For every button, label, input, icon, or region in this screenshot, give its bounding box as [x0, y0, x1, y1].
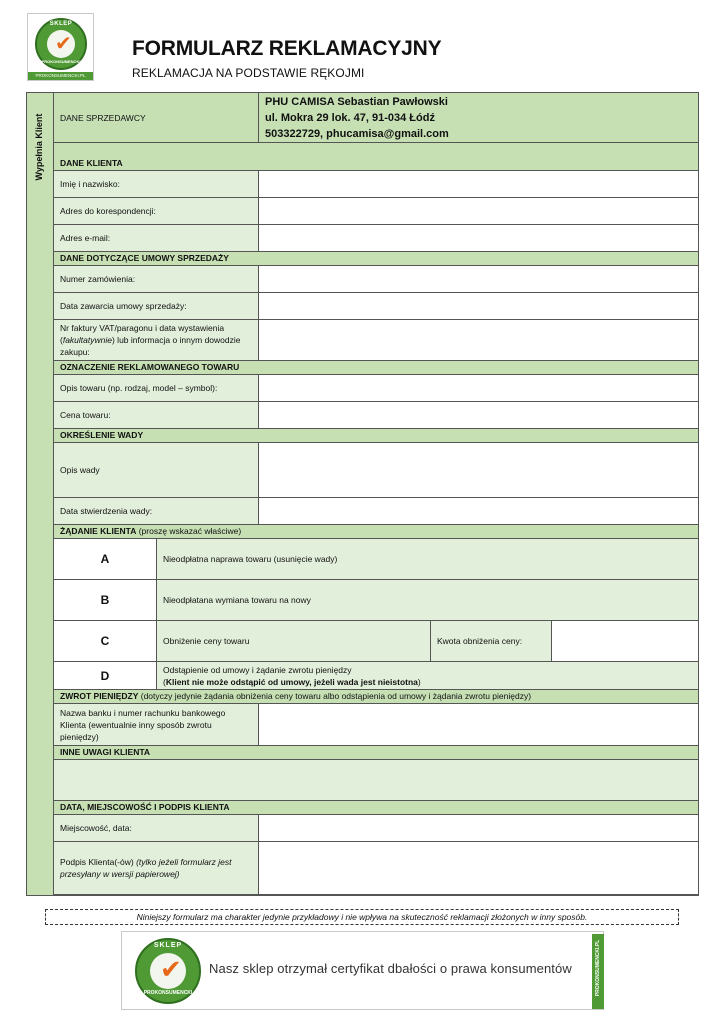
option-d-text: Odstąpienie od umowy i żądanie zwrotu pieniędzy [163, 664, 352, 675]
remarks-section-header: INNE UWAGI KLIENTA [54, 746, 699, 760]
contract-date-label: Data zawarcia umowy sprzedaży: [54, 293, 259, 320]
page-title: FORMULARZ REKLAMACYJNY [132, 37, 442, 60]
logo-ring-bottom: PROKONSUMENCKI [41, 59, 81, 64]
product-desc-label: Opis towaru (np. rodzaj, model – symbol): [54, 375, 259, 402]
defect-date-field[interactable] [259, 498, 699, 525]
product-section-header: OZNACZENIE REKLAMOWANEGO TOWARU [54, 361, 699, 375]
check-icon: ✔ [160, 955, 182, 985]
certificate-seal-icon [35, 18, 87, 70]
certificate-text: Nasz sklep otrzymał certyfikat dbałości o prawa konsumentów [209, 961, 572, 976]
client-address-field[interactable] [259, 198, 699, 225]
certificate-seal-icon [135, 938, 201, 1004]
seller-info [259, 93, 699, 143]
client-email-field[interactable] [259, 225, 699, 252]
signature-section-header: DATA, MIEJSCOWOŚĆ I PODPIS KLIENTA [54, 801, 699, 815]
invoice-label [54, 320, 259, 361]
defect-desc-field[interactable] [259, 443, 699, 498]
store-logo [27, 13, 94, 81]
option-b-letter[interactable]: B [54, 580, 157, 621]
page-subtitle: REKLAMACJA NA PODSTAWIE RĘKOJMI [132, 66, 365, 80]
logo-ring-top: SKLEP [49, 21, 73, 27]
reduction-amount-label: Kwota obniżenia ceny: [431, 621, 552, 662]
check-icon: ✔ [55, 31, 72, 55]
invoice-label-optional: fakultatywnie [62, 335, 112, 345]
complaint-form [26, 92, 699, 896]
option-c-text: Obniżenie ceny towaru [157, 621, 431, 662]
option-c-letter[interactable]: C [54, 621, 157, 662]
place-date-label: Miejscowość, data: [54, 815, 259, 842]
banner-side-url: PROKONSUMENCKI.PL [595, 939, 601, 997]
bank-account-field[interactable] [259, 704, 699, 746]
client-section-header: DANE KLIENTA [54, 143, 699, 171]
option-d-note: Klient nie może odstąpić od umowy, jeżeli wada jest nieistotna [165, 676, 418, 687]
order-number-field[interactable] [259, 266, 699, 293]
client-name-label: Imię i nazwisko: [54, 171, 259, 198]
disclaimer-note: Niniejszy formularz ma charakter jedynie przykładowy i nie wpływa na skuteczność reklamacji złożonych w inny sposób. [45, 909, 679, 925]
order-number-label: Numer zamówienia: [54, 266, 259, 293]
product-price-label: Cena towaru: [54, 402, 259, 429]
seller-contact: 503322729, phucamisa@gmail.com [265, 127, 449, 140]
logo-url: PROKONSUMENCKI.PL [28, 72, 93, 80]
refund-header-title: ZWROT PIENIĘDZY [60, 691, 139, 701]
client-email-label: Adres e-mail: [54, 225, 259, 252]
place-date-field[interactable] [259, 815, 699, 842]
option-d-text-block [157, 662, 699, 690]
contract-date-field[interactable] [259, 293, 699, 320]
invoice-label-part1: Nr faktury VAT/paragonu i data wystawienia ( [60, 323, 225, 345]
refund-section-header [54, 690, 699, 704]
option-d-letter[interactable]: D [54, 662, 157, 690]
sidebar [27, 93, 54, 895]
signature-field[interactable] [259, 842, 699, 895]
defect-date-label: Data stwierdzenia wady: [54, 498, 259, 525]
invoice-label-part2: ) lub informacja o innym dowodzie zakupu: [60, 335, 241, 357]
option-a-letter[interactable]: A [54, 539, 157, 580]
client-name-field[interactable] [259, 171, 699, 198]
demand-header-note: (proszę wskazać właściwe) [136, 526, 242, 536]
option-a-text: Nieodpłatna naprawa towaru (usunięcie wady) [157, 539, 699, 580]
option-d-note-open: ( [163, 676, 166, 687]
defect-desc-label: Opis wady [54, 443, 259, 498]
seller-address: ul. Mokra 29 lok. 47, 91-034 Łódź [265, 111, 435, 124]
remarks-field[interactable] [54, 760, 699, 801]
signature-label [54, 842, 259, 895]
demand-header-title: ŻĄDANIE KLIENTA [60, 526, 137, 536]
defect-section-header: OKREŚLENIE WADY [54, 429, 699, 443]
product-desc-field[interactable] [259, 375, 699, 402]
option-d-note-close: ) [417, 676, 421, 687]
invoice-field[interactable] [259, 320, 699, 361]
sidebar-label: Wypełnia Klient [34, 113, 44, 181]
refund-header-note: (dotyczy jedynie żądania obniżenia ceny towaru albo odstąpienia od umowy i żądania zwrotu pieniędzy) [138, 691, 532, 701]
banner-seal-top: SKLEP [153, 942, 183, 949]
contract-section-header: DANE DOTYCZĄCE UMOWY SPRZEDAŻY [54, 252, 699, 266]
seller-name: PHU CAMISA Sebastian Pawłowski [265, 95, 448, 108]
product-price-field[interactable] [259, 402, 699, 429]
banner-side-strip [592, 934, 604, 1009]
banner-seal-bottom: PROKONSUMENCKI [143, 990, 193, 996]
reduction-amount-field[interactable] [552, 621, 699, 662]
option-b-text: Nieodpłatana wymiana towaru na nowy [157, 580, 699, 621]
signature-label-note: (tylko jeżeli formularz jest przesyłany w wersji papierowej) [60, 857, 232, 879]
certificate-banner [121, 931, 604, 1010]
demand-section-header [54, 525, 699, 539]
bank-account-label: Nazwa banku i numer rachunku bankowego Klienta (ewentualnie inny sposób zwrotu pieniędzy) [54, 704, 259, 746]
client-address-label: Adres do korespondencji: [54, 198, 259, 225]
signature-label-text: Podpis Klienta(-ów) [60, 857, 137, 867]
seller-label: DANE SPRZEDAWCY [54, 93, 259, 143]
